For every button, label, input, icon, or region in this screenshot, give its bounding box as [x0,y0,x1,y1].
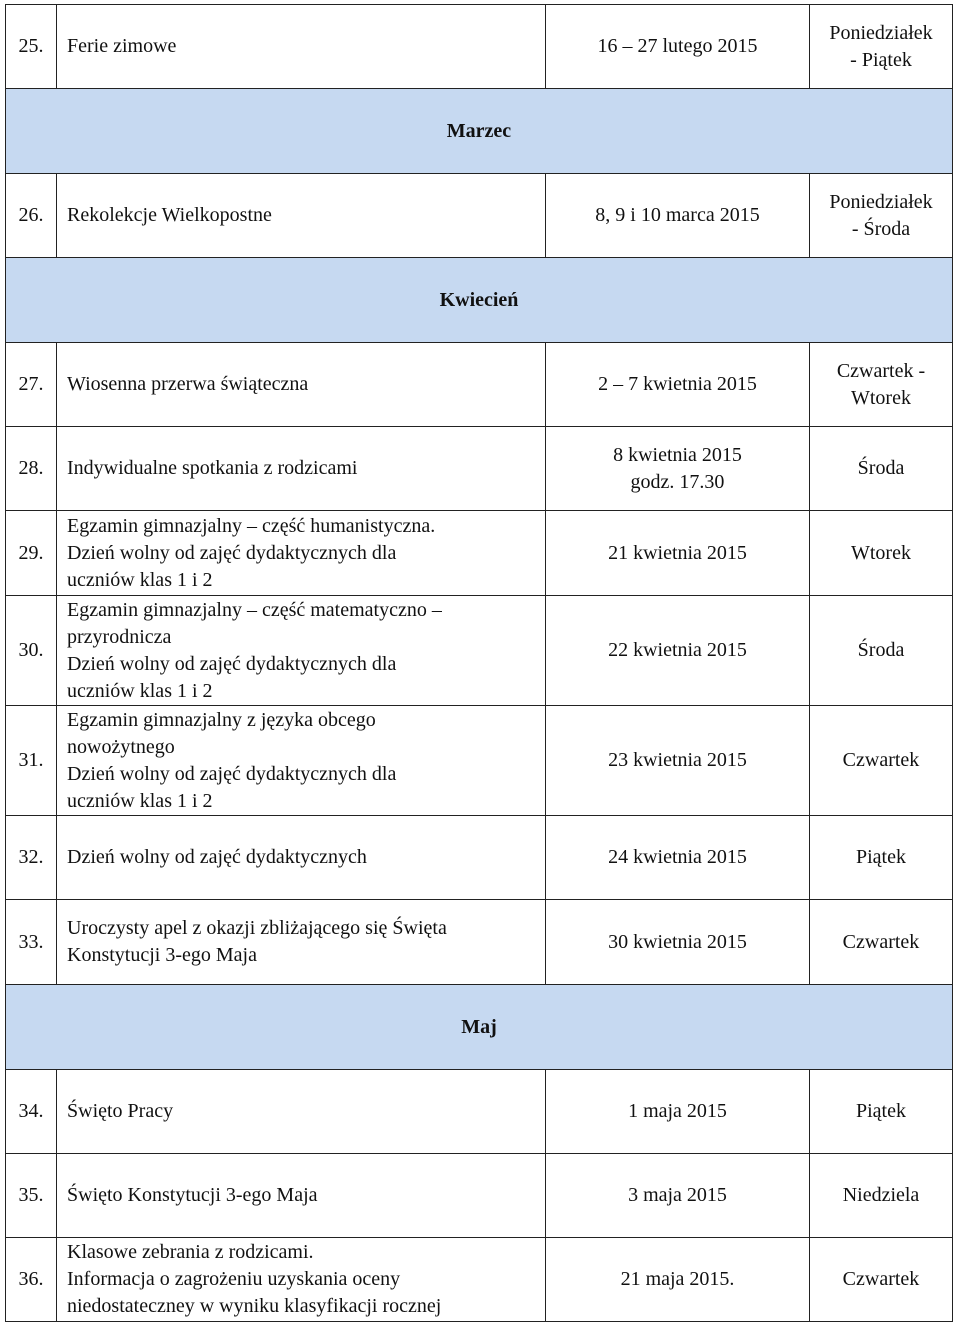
event-name: Uroczysty apel z okazji zbliżającego się Święta Konstytucji 3-ego Maja [57,900,546,985]
weekday: Czwartek - Wtorek [810,343,953,427]
row-number: 26. [6,174,57,258]
event-date: 21 maja 2015. [546,1238,810,1322]
table-row [6,816,953,900]
event-name: Egzamin gimnazjalny – część humanistyczna. Dzień wolny od zajęć dydaktycznych dla uczniów klas 1 i 2 [57,511,546,596]
row-number: 32. [6,816,57,900]
event-name: Dzień wolny od zajęć dydaktycznych [57,816,546,900]
row-number: 29. [6,511,57,596]
table-row [6,706,953,816]
event-name: Święto Pracy [57,1070,546,1154]
month-label: Maj [6,985,953,1070]
weekday: Środa [810,427,953,511]
table-row [6,900,953,985]
weekday: Niedziela [810,1154,953,1238]
event-date: 8, 9 i 10 marca 2015 [546,174,810,258]
month-header-row [6,258,953,343]
event-name: Egzamin gimnazjalny z języka obcego nowożytnego Dzień wolny od zajęć dydaktycznych dla uczniów klas 1 i 2 [57,706,546,816]
event-name: Rekolekcje Wielkopostne [57,174,546,258]
row-number: 35. [6,1154,57,1238]
event-name: Ferie zimowe [57,5,546,89]
table-row [6,1238,953,1322]
row-number: 25. [6,5,57,89]
row-number: 31. [6,706,57,816]
table-row [6,511,953,596]
table-row [6,174,953,258]
table-row [6,343,953,427]
month-header-row [6,89,953,174]
weekday: Środa [810,596,953,706]
table-row [6,5,953,89]
table-row [6,596,953,706]
event-date: 23 kwietnia 2015 [546,706,810,816]
event-name: Klasowe zebrania z rodzicami. Informacja o zagrożeniu uzyskania oceny niedostateczney w wyniku klasyfikacji rocznej [57,1238,546,1322]
event-date: 22 kwietnia 2015 [546,596,810,706]
event-name: Święto Konstytucji 3-ego Maja [57,1154,546,1238]
row-number: 36. [6,1238,57,1322]
event-name: Egzamin gimnazjalny – część matematyczno – przyrodnicza Dzień wolny od zajęć dydaktycznych dla uczniów klas 1 i 2 [57,596,546,706]
weekday: Czwartek [810,900,953,985]
event-date: 24 kwietnia 2015 [546,816,810,900]
event-name: Indywidualne spotkania z rodzicami [57,427,546,511]
weekday: Wtorek [810,511,953,596]
event-date: 3 maja 2015 [546,1154,810,1238]
weekday: Czwartek [810,1238,953,1322]
weekday: Poniedziałek - Środa [810,174,953,258]
event-date: 1 maja 2015 [546,1070,810,1154]
month-header-row [6,985,953,1070]
table-row [6,1154,953,1238]
weekday: Czwartek [810,706,953,816]
event-date: 21 kwietnia 2015 [546,511,810,596]
event-date: 30 kwietnia 2015 [546,900,810,985]
row-number: 28. [6,427,57,511]
row-number: 27. [6,343,57,427]
row-number: 30. [6,596,57,706]
event-name: Wiosenna przerwa świąteczna [57,343,546,427]
month-label: Marzec [6,89,953,174]
weekday: Piątek [810,1070,953,1154]
event-date: 2 – 7 kwietnia 2015 [546,343,810,427]
row-number: 34. [6,1070,57,1154]
row-number: 33. [6,900,57,985]
school-calendar-table [5,4,953,1322]
event-date: 8 kwietnia 2015 godz. 17.30 [546,427,810,511]
event-date: 16 – 27 lutego 2015 [546,5,810,89]
month-label: Kwiecień [6,258,953,343]
table-row [6,427,953,511]
weekday: Poniedziałek - Piątek [810,5,953,89]
weekday: Piątek [810,816,953,900]
table-row [6,1070,953,1154]
